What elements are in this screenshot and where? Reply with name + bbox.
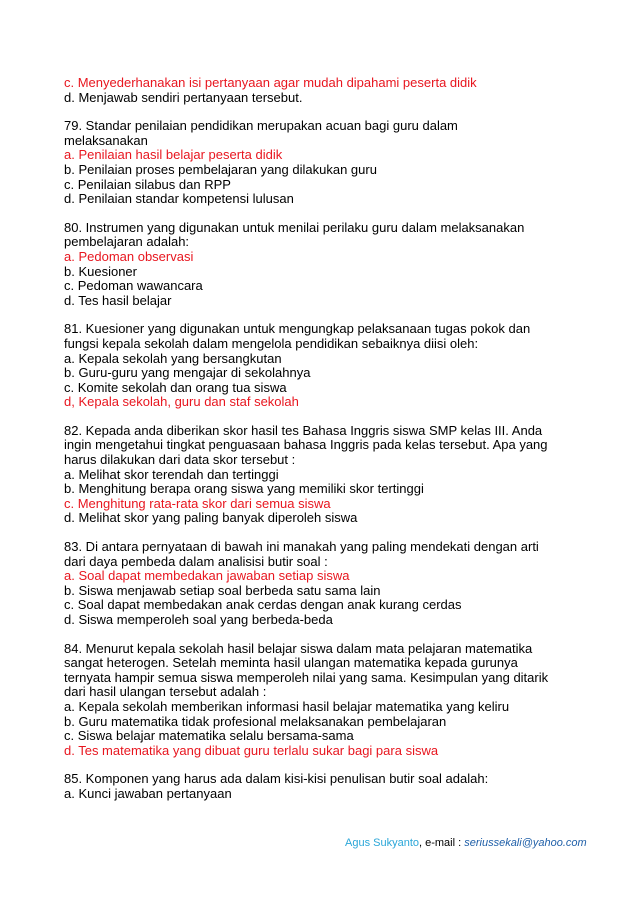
text-line: melaksanakan (64, 132, 148, 148)
text-line: b. Guru matematika tidak profesional melaksanakan pembelajaran (64, 713, 447, 729)
footer-separator: , e-mail : (419, 837, 465, 849)
paragraph-gap (64, 105, 584, 119)
text-line: d. Menjawab sendiri pertanyaan tersebut. (64, 89, 303, 105)
text-line: c. Siswa belajar matematika selalu bersama-sama (64, 728, 354, 744)
text-line: a. Kepala sekolah yang bersangkutan (64, 350, 282, 366)
answer-line: d, Kepala sekolah, guru dan staf sekolah (64, 394, 299, 410)
question-list (64, 76, 584, 802)
text-line: harus dilakukan dari data skor tersebut : (64, 452, 296, 468)
text-line: ingin mengetahui tingkat penguasaan bahasa Inggris pada kelas tersebut. Apa yang (64, 437, 548, 453)
text-line: a. Kepala sekolah memberikan informasi hasil belajar matematika yang keliru (64, 698, 510, 714)
text-line: 79. Standar penilaian pendidikan merupakan acuan bagi guru dalam (64, 118, 458, 134)
paragraph-gap (64, 410, 584, 424)
text-line: d. Tes hasil belajar (64, 292, 172, 308)
footer-author: Agus Sukyanto (345, 837, 419, 849)
text-line: 84. Menurut kepala sekolah hasil belajar siswa dalam mata pelajaran matematika (64, 640, 533, 656)
text-line: 82. Kepada anda diberikan skor hasil tes Bahasa Inggris siswa SMP kelas III. Anda (64, 422, 543, 438)
paragraph-gap (64, 628, 584, 642)
paragraph-gap (64, 758, 584, 772)
paragraph-gap (64, 526, 584, 540)
text-line: b. Menghitung berapa orang siswa yang memiliki skor tertinggi (64, 481, 424, 497)
text-line: ternyata hampir semua siswa memperoleh nilai yang sama. Kesimpulan yang ditarik (64, 669, 549, 685)
text-line: dari hasil ulangan tersebut adalah : (64, 684, 267, 700)
text-line: a. Melihat skor terendah dan tertinggi (64, 466, 279, 482)
text-line: c. Soal dapat membedakan anak cerdas dengan anak kurang cerdas (64, 597, 462, 613)
text-line: 83. Di antara pernyataan di bawah ini manakah yang paling mendekati dengan arti (64, 539, 539, 555)
text-line: b. Kuesioner (64, 263, 137, 279)
text-line: 85. Komponen yang harus ada dalam kisi-kisi penulisan butir soal adalah: (64, 771, 489, 787)
text-line: a. Kunci jawaban pertanyaan (64, 785, 232, 801)
text-line: c. Komite sekolah dan orang tua siswa (64, 379, 287, 395)
answer-line: a. Penilaian hasil belajar peserta didik (64, 147, 283, 163)
text-line: b. Guru-guru yang mengajar di sekolahnya (64, 365, 311, 381)
text-line: b. Penilaian proses pembelajaran yang dilakukan guru (64, 161, 377, 177)
text-line: d. Melihat skor yang paling banyak diperoleh siswa (64, 510, 358, 526)
text-line: b. Siswa menjawab setiap soal berbeda satu sama lain (64, 582, 381, 598)
footer-credit (345, 837, 587, 849)
text-line: c. Pedoman wawancara (64, 278, 203, 294)
answer-line: c. Menyederhanakan isi pertanyaan agar mudah dipahami peserta didik (64, 75, 477, 90)
text-line: d. Siswa memperoleh soal yang berbeda-beda (64, 612, 333, 627)
text-line: pembelajaran adalah: (64, 234, 190, 250)
text-line: c. Penilaian silabus dan RPP (64, 176, 231, 192)
footer-email: seriussekali@yahoo.com (464, 837, 587, 849)
text-line: d. Penilaian standar kompetensi lulusan (64, 191, 294, 207)
answer-line: c. Menghitung rata-rata skor dari semua siswa (64, 495, 331, 511)
text-line: fungsi kepala sekolah dalam mengelola pendidikan sebaiknya diisi oleh: (64, 335, 479, 351)
text-line: sangat heterogen. Setelah meminta hasil ulangan matematika kepada gurunya (64, 655, 518, 671)
text-line: dari daya pembeda dalam analisisi butir soal : (64, 553, 328, 569)
answer-line: d. Tes matematika yang dibuat guru terlalu sukar bagi para siswa (64, 742, 439, 758)
paragraph-gap (64, 308, 584, 322)
text-line: 80. Instrumen yang digunakan untuk menilai perilaku guru dalam melaksanakan (64, 219, 525, 235)
answer-line: a. Pedoman observasi (64, 248, 194, 264)
paragraph-gap (64, 207, 584, 221)
text-line: 81. Kuesioner yang digunakan untuk mengungkap pelaksanaan tugas pokok dan (64, 321, 531, 337)
answer-line: a. Soal dapat membedakan jawaban setiap siswa (64, 568, 350, 584)
